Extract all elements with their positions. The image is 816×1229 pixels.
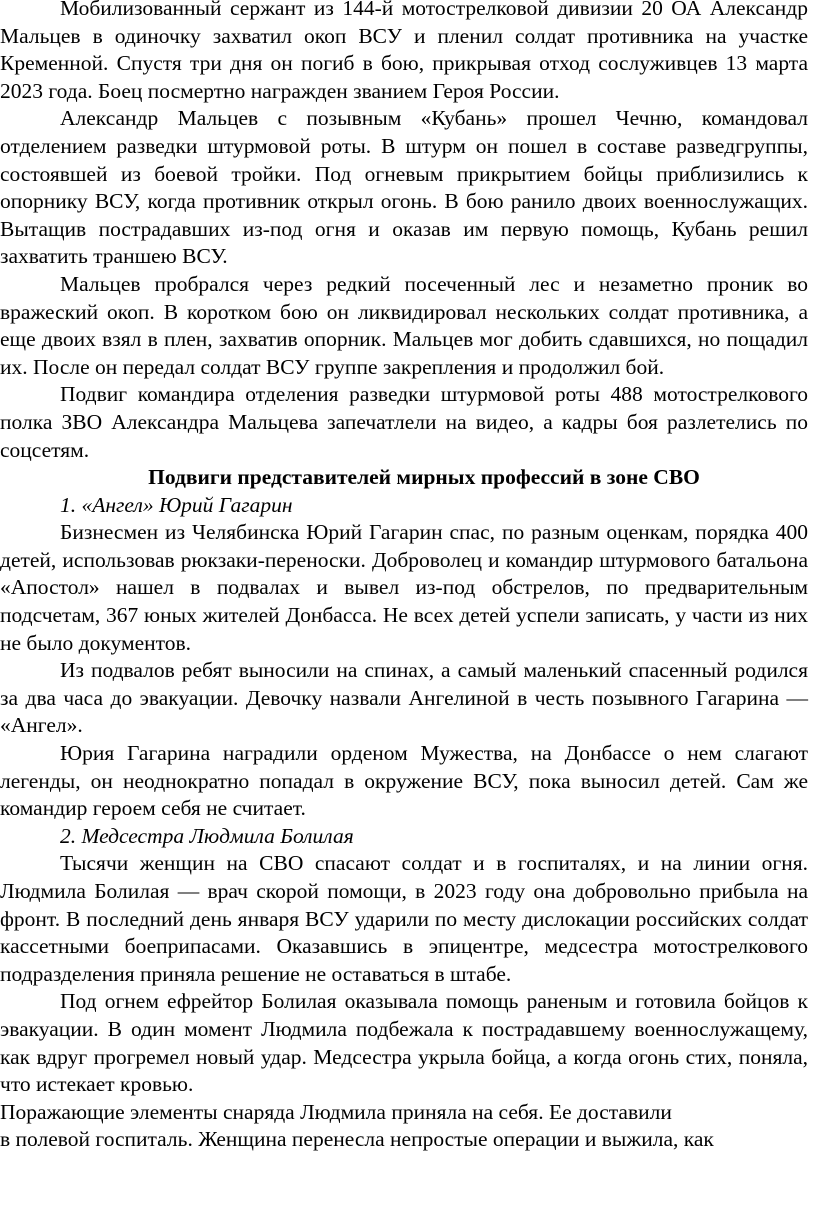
- subheading-gagarin: 1. «Ангел» Юрий Гагарин: [60, 492, 293, 517]
- paragraph-maltsev-assault: Мальцев пробрался через редкий посеченный лес и незаметно проник во вражеский окоп. В коротком бою он ликвидировал нескольких солдат противника, а еще двоих взял в плен, захватив опорник. Мальцев мог добить сдавшихся, но пощадил их. После он передал солдат ВСУ группе закрепления и продолжил бой.: [0, 271, 808, 379]
- section-heading: Подвиги представителей мирных профессий в зоне СВО: [148, 465, 700, 490]
- paragraph-bolilaya-1: Тысячи женщин на СВО спасают солдат и в госпиталях, и на линии огня. Людмила Болилая — врач скорой помощи, в 2023 году она добровольно прибыла на фронт. В последний день января ВСУ ударили по месту дислокации российских солдат кассетными боеприпасами. Оказавшись в эпицентре, медсестра мотострелкового подразделения приняла решение не оставаться в штабе.: [0, 851, 808, 986]
- text-line-bolilaya-tail-1: Поражающие элементы снаряда Людмила приняла на себя. Ее доставили: [0, 1099, 672, 1124]
- paragraph-maltsev-intro: Мобилизованный сержант из 144-й мотострелковой дивизии 20 ОА Александр Мальцев в одиночку захватил окоп ВСУ и пленил солдат противника на участке Кременной. Спустя три дня он погиб в бою, прикрывая отход сослуживцев 13 марта 2023 года. Боец посмертно награжден званием Героя России.: [0, 0, 808, 103]
- paragraph-maltsev-video: Подвиг командира отделения разведки штурмовой роты 488 мотострелкового полка ЗВО Александра Мальцева запечатлели на видео, а кадры боя разлетелись по соцсетям.: [0, 382, 808, 462]
- subheading-bolilaya: 2. Медсестра Людмила Болилая: [60, 823, 354, 848]
- paragraph-gagarin-1: Бизнесмен из Челябинска Юрий Гагарин спас, по разным оценкам, порядка 400 детей, использовав рюкзаки-переноски. Доброволец и командир штурмового батальона «Апостол» нашел в подвалах и вывел из-под обстрелов, по предварительным подсчетам, 367 юных жителей Донбасса. Не всех детей успели записать, у части из них не было документов.: [0, 520, 808, 655]
- paragraph-gagarin-2: Из подвалов ребят выносили на спинах, а самый маленький спасенный родился за два часа до эвакуации. Девочку назвали Ангелиной в честь позывного Гагарина — «Ангел».: [0, 658, 808, 738]
- paragraph-gagarin-3: Юрия Гагарина наградили орденом Мужества, на Донбассе о нем слагают легенды, он неоднократно попадал в окружение ВСУ, пока выносил детей. Сам же командир героем себя не считает.: [0, 741, 808, 821]
- text-line-bolilaya-tail-2: в полевой госпиталь. Женщина перенесла непростые операции и выжила, как: [0, 1127, 714, 1152]
- paragraph-maltsev-callsign: Александр Мальцев с позывным «Кубань» прошел Чечню, командовал отделением разведки штурмовой роты. В штурм он пошел в составе разведгруппы, состоявшей из боевой тройки. Под огневым прикрытием бойцы приблизились к опорнику ВСУ, когда противник открыл огонь. В бою ранило двоих военнослужащих. Вытащив пострадавших из-под огня и оказав им первую помощь, Кубань решил захватить траншею ВСУ.: [0, 106, 808, 269]
- paragraph-bolilaya-2: Под огнем ефрейтор Болилая оказывала помощь раненым и готовила бойцов к эвакуации. В один момент Людмила подбежала к пострадавшему военнослужащему, как вдруг прогремел новый удар. Медсестра укрыла бойца, а когда огонь стих, поняла, что истекает кровью.: [0, 989, 808, 1097]
